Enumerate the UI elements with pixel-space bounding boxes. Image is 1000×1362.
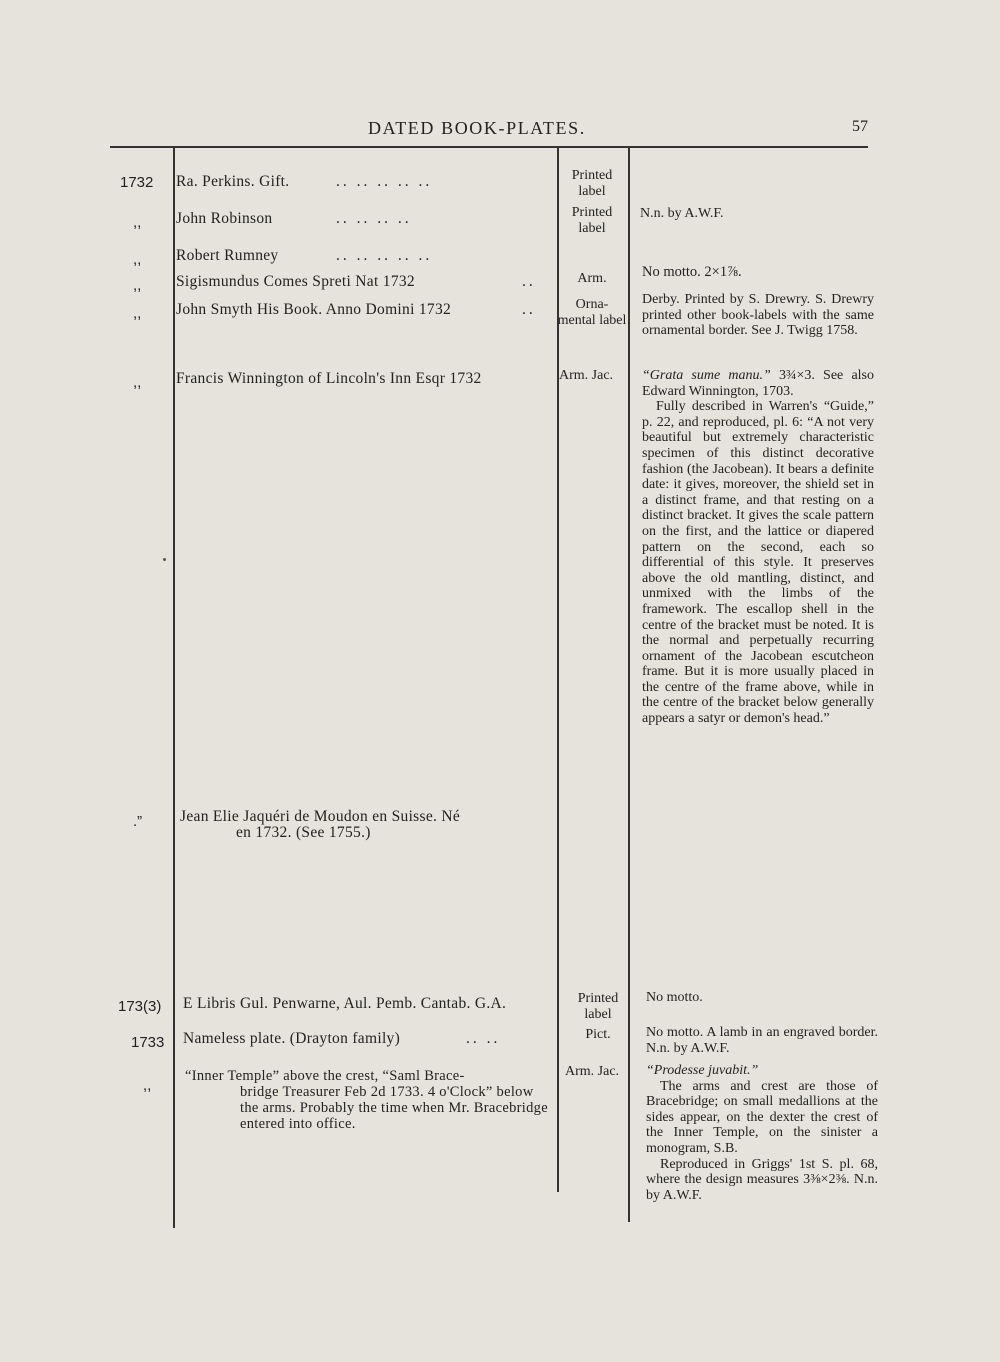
entry-leaders: .. .. [466,1030,501,1047]
entry-year: ,, [133,251,142,268]
entry-year: 1732 [120,174,154,191]
entry-owner: Sigismundus Comes Spreti Nat 1732 [176,273,415,290]
entry-note: Derby. Printed by S. Drewry. S. Drewry printed other book-labels with the same ornamental border. See J. Twigg 1758. [642,292,874,339]
entry-note: N.n. by A.W.F. [640,206,724,221]
entry-style: Printed label [577,991,619,1022]
entry-owner: E Libris Gul. Penwarne, Aul. Pemb. Cantab. G.A. [183,995,507,1012]
entry-year: .” [133,813,143,830]
entry-leaders: .. .. .. .. [336,210,412,227]
entry-owner: Francis Winnington of Lincoln's Inn Esqr 1732 [176,370,482,387]
entry-owner: John Smyth His Book. Anno Domini 1732 [176,301,452,318]
entry-year: ,, [143,1077,152,1094]
entry-owner: Robert Rumney [176,247,279,264]
entry-owner: Jean Elie Jaquéri de Moudon en Suisse. Né [180,808,461,825]
entry-leaders: .. .. .. .. .. [336,247,433,264]
entry-note-second: Reproduced in Griggs' 1st S. pl. 68, where the design measures 3⅜×2⅜. N.n. by A.W.F. [646,1156,878,1203]
entry-owner-continued: bridge Treasurer Feb 2d 1733. 4 o'Clock” below the arms. Probably the time when Mr. Bracebridge entered into office. [240,1084,548,1132]
entry-style: Arm. Jac. [565,1064,620,1079]
entry-note: The arms and crest are those of Bracebridge; on small medallions at the sides appear, on the dexter the crest of the Inner Temple, on the sinister a monogram, S.B. [646,1078,878,1156]
entry-owner: Nameless plate. (Drayton family) [183,1030,401,1047]
entry-year: 173(3) [118,998,162,1015]
page-number: 57 [852,118,868,135]
entry-leaders: .. [522,301,536,318]
entry-style: Orna- mental label [557,297,627,328]
entry-note: No motto. A lamb in an engraved border. N.n. by A.W.F. [646,1025,878,1056]
entry-style: Arm. Jac. [559,368,614,383]
entry-owner: John Robinson [176,210,273,227]
entry-note: No motto. 2×1⅞. [642,264,742,280]
entry-motto: “Grata sume manu.” [642,368,771,383]
entry-owner-continued: en 1732. (See 1755.) [236,824,371,841]
running-title: DATED BOOK-PLATES. [368,118,586,138]
entry-leaders: .. [522,273,536,290]
entry-style: Pict. [585,1027,611,1042]
entry-year: ,, [133,305,142,322]
entry-note: No motto. [646,990,703,1005]
entry-motto: “Prodesse juvabit.” [646,1063,759,1078]
entry-year: ,, [133,374,142,391]
entry-year: 1733 [131,1034,165,1051]
entry-style: Printed label [571,168,613,199]
entry-style: Printed label [571,205,613,236]
print-speck [163,558,166,561]
entry-note-rest: 3¾×3. See also Edward Winnington, 1703. [642,368,874,399]
entry-note-block [646,1063,878,1203]
entry-note: Fully described in Warren's “Guide,” p. 22, and reproduced, pl. 6: “A not very beautiful but extremely characteristic specimen of this distinct decorative fashion (the Jacobean). It bears a definite date: it gives, moreover, the shield set in a distinct frame, and that resting on a distinct bracket. It gives the scale pattern on the first, and the lattice or diapered pattern on the second, each so differential of this style. It preserves above the old mantling, distinct, and unmixed with the limbs of the framework. The escallop shell in the centre of the bracket must be noted. It is the normal and perpetually recurring ornament of the Jacobean escutcheon frame. But it is more usually placed in the centre of the frame above, while in the centre of the bracket below generally appears a satyr or demon's head.” [642,399,874,727]
header-rule [110,146,868,148]
column-rule-1 [173,146,175,1228]
entry-note-block [642,368,874,727]
entry-owner: “Inner Temple” above the crest, “Saml Brace- [185,1068,465,1084]
entry-year: ,, [133,277,142,294]
entry-style: Arm. [577,271,607,286]
column-rule-3 [628,146,630,1222]
entry-year: ,, [133,214,142,231]
entry-owner: Ra. Perkins. Gift. [176,173,290,190]
entry-leaders: .. .. .. .. .. [336,173,433,190]
